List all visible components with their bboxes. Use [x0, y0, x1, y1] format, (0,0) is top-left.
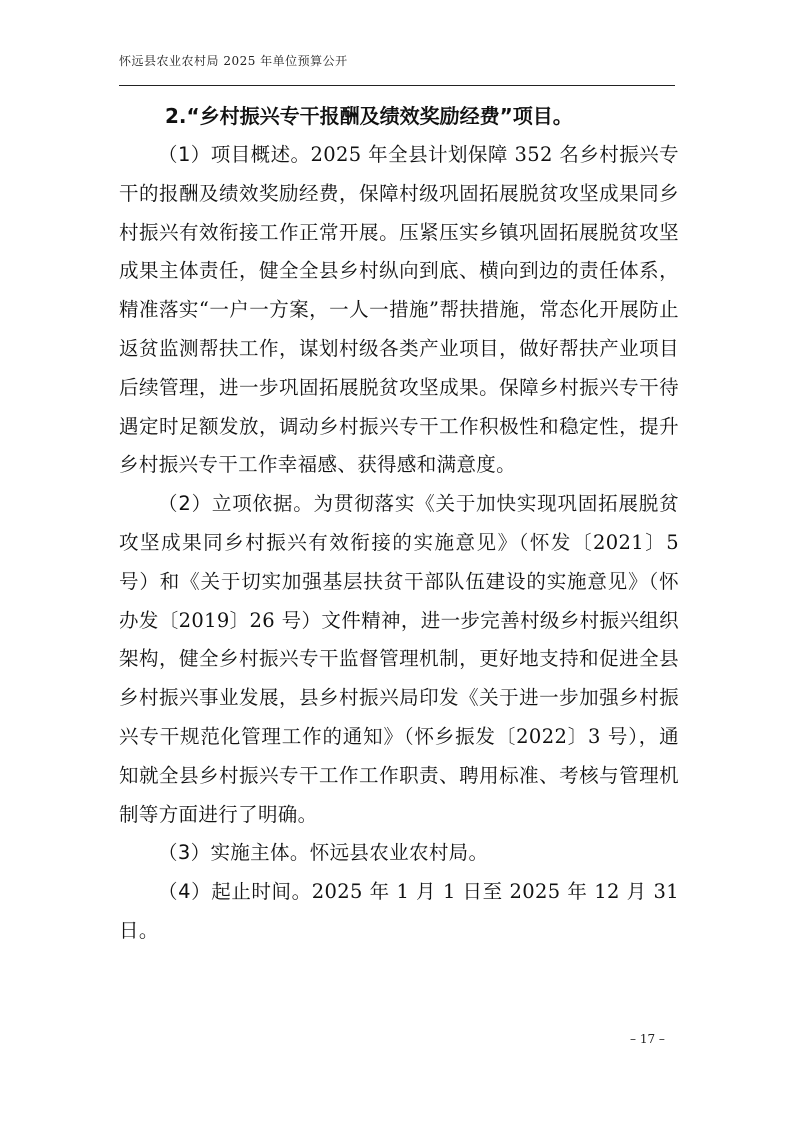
paragraph-body: 2025 年 1 月 1 日至 2025 年 12 月 31 日。 [119, 880, 679, 942]
paragraph-lead: （4）起止时间。 [158, 880, 312, 904]
paragraph-project-basis [119, 485, 679, 834]
paragraph-body: 2025 年全县计划保障 352 名乡村振兴专干的报酬及绩效奖励经费，保障村级巩固拓展脱贫攻坚成果同乡村振兴有效衔接工作正常开展。压紧压实乡镇巩固拓展脱贫攻坚成果主体责任，健全全县乡村纵向到底、横向到边的责任体系，精准落实“一户一方案，一人一措施”帮扶措施，常态化开展防止返贫监测帮扶工作，谋划村级各类产业项目，做好帮扶产业项目后续管理，进一步巩固拓展脱贫攻坚成果。保障乡村振兴专干待遇定时足额发放，调动乡村振兴专干工作积极性和稳定性，提升乡村振兴专干工作幸福感、获得感和满意度。 [119, 143, 679, 477]
paragraph-lead: （2）立项依据。 [158, 492, 314, 516]
running-header: 怀远县农业农村局 2025 年单位预算公开 [119, 54, 348, 68]
header-divider [119, 85, 675, 86]
paragraph-body: 为贯彻落实《关于加快实现巩固拓展脱贫攻坚成果同乡村振兴有效衔接的实施意见》（怀发〔2021〕5 号）和《关于切实加强基层扶贫干部队伍建设的实施意见》（怀办发〔2019〕26 号）文件精神，进一步完善村级乡村振兴组织架构，健全乡村振兴专干监督管理机制，更好地支持和促进全县乡村振兴事业发展，县乡村振兴局印发《关于进一步加强乡村振兴专干规范化管理工作的通知》（怀乡振发〔2022〕3 号），通知就全县乡村振兴专干工作工作职责、聘用标准、考核与管理机制等方面进行了明确。 [119, 492, 679, 826]
paragraph-implementing-body [119, 834, 679, 873]
section-title: 2.“乡村振兴专干报酬及绩效奖励经费”项目。 [165, 104, 573, 128]
page-number: – 17 – [630, 1032, 665, 1046]
paragraph-project-overview [119, 136, 679, 485]
paragraph-lead: （3）实施主体。 [158, 841, 310, 865]
paragraph-period [119, 873, 679, 951]
document-body [119, 96, 679, 951]
paragraph-body: 怀远县农业农村局。 [309, 841, 489, 865]
paragraph-lead: （1）项目概述。 [158, 143, 311, 166]
